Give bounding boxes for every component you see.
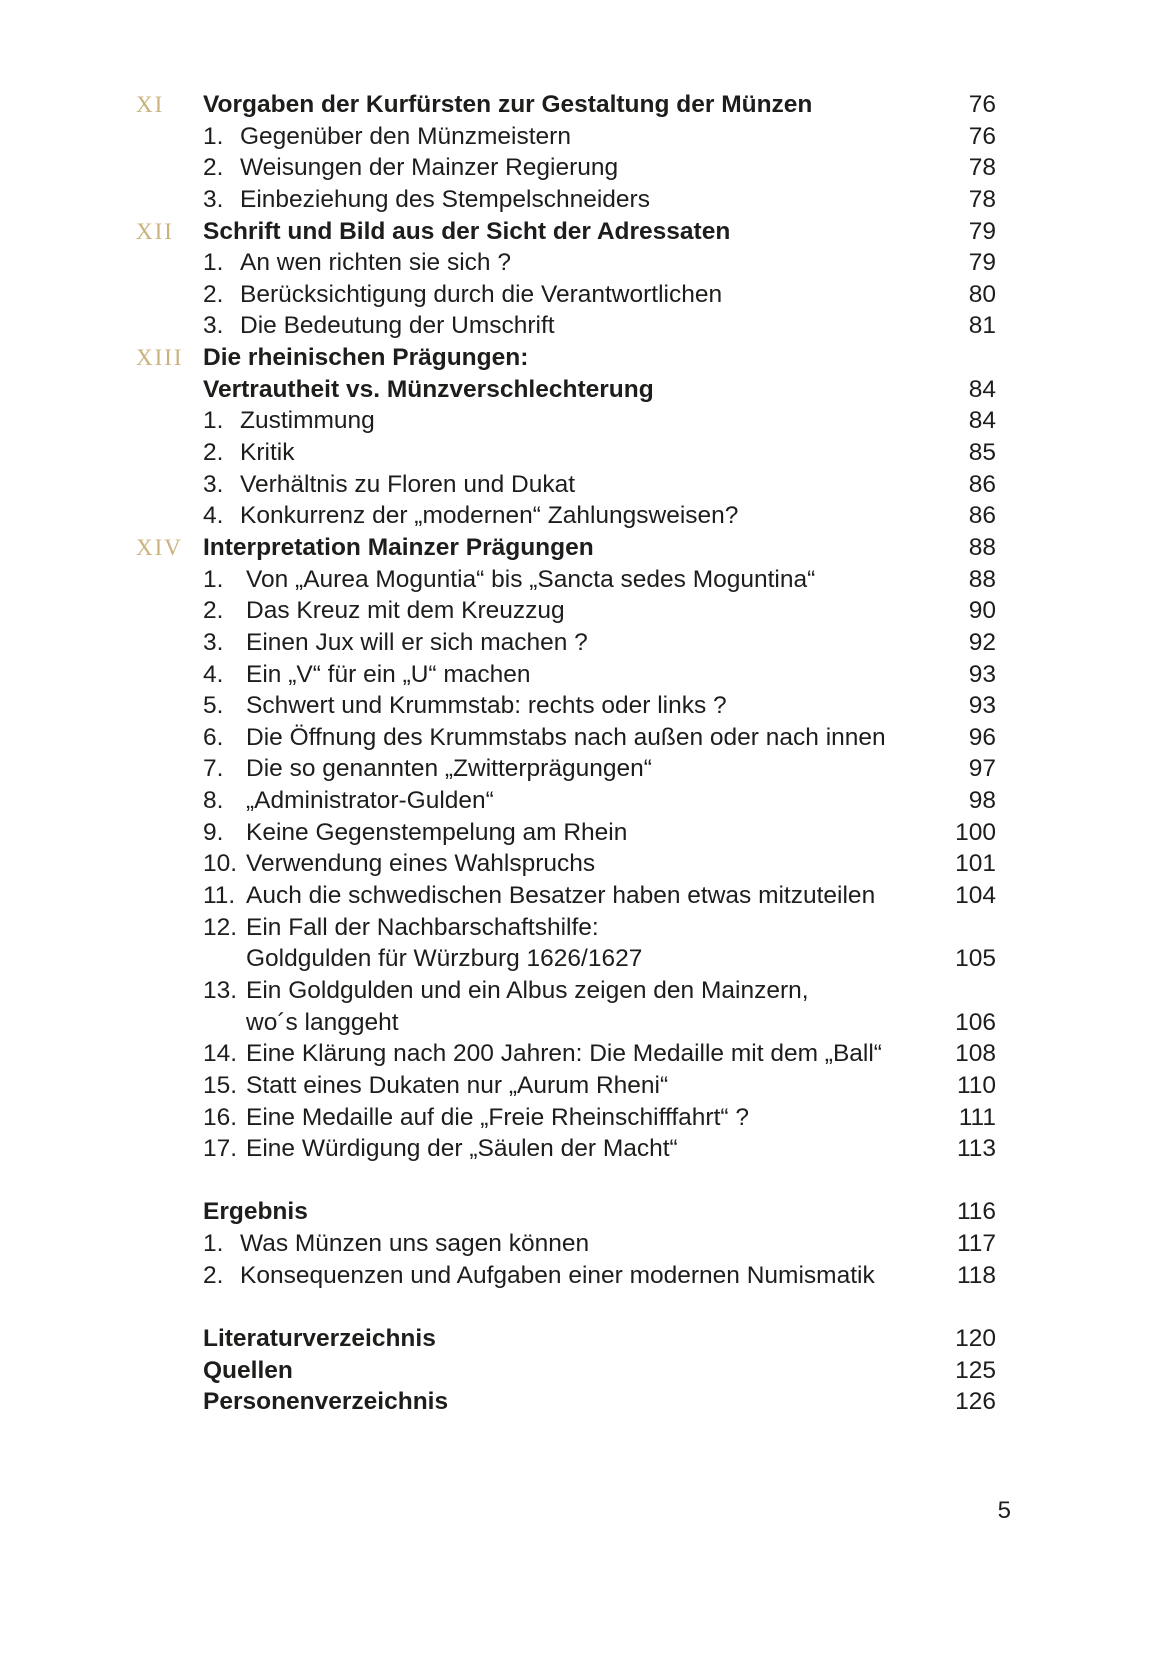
page-ref: 116 bbox=[956, 1198, 996, 1226]
toc-entry bbox=[0, 1102, 1166, 1134]
toc-entry bbox=[0, 785, 1166, 817]
page-ref: 118 bbox=[956, 1261, 996, 1289]
page-ref: 120 bbox=[955, 1324, 996, 1352]
section-heading bbox=[0, 1386, 1166, 1418]
chapter-numeral: XIII bbox=[136, 345, 184, 371]
page-ref: 76 bbox=[968, 91, 996, 118]
entry-number: 1. bbox=[203, 407, 224, 435]
page-ref: 96 bbox=[968, 723, 996, 751]
entry-number: 4. bbox=[203, 502, 224, 530]
entry-title: Die Öffnung des Krummstabs nach außen oder nach innen bbox=[246, 723, 886, 751]
section-title: Interpretation Mainzer Prägungen bbox=[203, 533, 594, 561]
entry-number: 15. bbox=[203, 1071, 238, 1099]
page-ref: 80 bbox=[968, 280, 996, 308]
toc-entry bbox=[0, 310, 1166, 342]
section-title: Personenverzeichnis bbox=[203, 1388, 449, 1416]
toc-entry bbox=[0, 184, 1166, 216]
section-heading bbox=[0, 1355, 1166, 1387]
page-ref: 104 bbox=[955, 882, 996, 910]
toc-entry bbox=[0, 469, 1166, 501]
entry-title: Verwendung eines Wahlspruchs bbox=[246, 850, 596, 878]
toc-entry bbox=[0, 564, 1166, 596]
entry-number: 1. bbox=[203, 565, 224, 593]
page-ref: 78 bbox=[968, 154, 996, 182]
entry-number: 2. bbox=[203, 280, 224, 308]
page-ref: 81 bbox=[968, 312, 996, 340]
page-ref: 76 bbox=[968, 122, 996, 150]
toc-entry bbox=[0, 247, 1166, 279]
entry-title: Eine Würdigung der „Säulen der Macht“ bbox=[246, 1135, 678, 1163]
page-ref: 105 bbox=[955, 945, 996, 973]
page-ref: 98 bbox=[968, 787, 996, 815]
entry-number: 3. bbox=[203, 312, 224, 340]
page-ref: 93 bbox=[968, 660, 996, 688]
page-ref: 86 bbox=[968, 502, 996, 530]
entry-title: Schwert und Krummstab: rechts oder links ? bbox=[246, 692, 727, 720]
section-heading bbox=[0, 1323, 1166, 1355]
toc-entry bbox=[0, 152, 1166, 184]
entry-number: 9. bbox=[203, 818, 224, 846]
entry-number: 2. bbox=[203, 439, 224, 467]
section-heading bbox=[0, 342, 1166, 374]
page-ref: 93 bbox=[968, 692, 996, 720]
entry-title: Kritik bbox=[240, 439, 295, 467]
entry-title: Goldgulden für Würzburg 1626/1627 bbox=[246, 945, 643, 973]
entry-title: wo´s langgeht bbox=[246, 1008, 399, 1036]
page-ref: 100 bbox=[955, 818, 996, 846]
toc-entry bbox=[0, 659, 1166, 691]
entry-title: Ein Goldgulden und ein Albus zeigen den Mainzern, bbox=[246, 976, 809, 1004]
page-number: 5 bbox=[997, 1497, 1011, 1524]
page-ref: 84 bbox=[968, 375, 996, 403]
entry-number: 1. bbox=[203, 122, 224, 150]
toc-entry bbox=[0, 975, 1166, 1007]
toc-entry bbox=[0, 690, 1166, 722]
section-heading bbox=[0, 532, 1166, 564]
entry-title: Zustimmung bbox=[240, 407, 375, 435]
page-ref: 111 bbox=[958, 1103, 996, 1131]
entry-number: 10. bbox=[203, 850, 238, 878]
section-title: Die rheinischen Prägungen: bbox=[203, 344, 529, 372]
toc-entry bbox=[0, 880, 1166, 912]
toc-entry bbox=[0, 1070, 1166, 1102]
page-ref: 125 bbox=[955, 1356, 996, 1384]
entry-title: Gegenüber den Münzmeistern bbox=[240, 122, 571, 150]
entry-number: 12. bbox=[203, 913, 238, 941]
section-title: Vertrautheit vs. Münzverschlechterung bbox=[203, 375, 654, 403]
entry-number: 3. bbox=[203, 470, 224, 498]
entry-title: „Administrator-Gulden“ bbox=[246, 787, 494, 815]
section-title: Vorgaben der Kurfürsten zur Gestaltung der Münzen bbox=[203, 91, 813, 118]
entry-number: 5. bbox=[203, 692, 224, 720]
page-ref: 97 bbox=[968, 755, 996, 783]
spacer bbox=[0, 1165, 1166, 1197]
page-ref: 86 bbox=[968, 470, 996, 498]
toc-entry bbox=[0, 1007, 1166, 1039]
toc-entry bbox=[0, 912, 1166, 944]
entry-number: 13. bbox=[203, 976, 238, 1004]
page-ref: 117 bbox=[956, 1230, 996, 1258]
entry-number: 8. bbox=[203, 787, 224, 815]
chapter-numeral: XII bbox=[136, 218, 174, 244]
entry-title: Von „Aurea Moguntia“ bis „Sancta sedes Moguntina“ bbox=[246, 565, 816, 593]
page-ref: 79 bbox=[968, 217, 996, 245]
toc-entry bbox=[0, 1228, 1166, 1260]
toc-entry bbox=[0, 848, 1166, 880]
entry-title: Statt eines Dukaten nur „Aurum Rheni“ bbox=[246, 1071, 669, 1099]
entry-title: Eine Medaille auf die „Freie Rheinschifffahrt“ ? bbox=[246, 1103, 749, 1131]
toc-entry bbox=[0, 722, 1166, 754]
page-ref: 113 bbox=[956, 1135, 996, 1163]
entry-title: Ein Fall der Nachbarschaftshilfe: bbox=[246, 913, 599, 941]
toc-entry bbox=[0, 1038, 1166, 1070]
page-ref: 101 bbox=[955, 850, 996, 878]
entry-number: 3. bbox=[203, 628, 224, 656]
entry-title: Eine Klärung nach 200 Jahren: Die Medaille mit dem „Ball“ bbox=[246, 1040, 882, 1068]
toc-entry bbox=[0, 500, 1166, 532]
page-ref: 90 bbox=[968, 597, 996, 625]
entry-title: Was Münzen uns sagen können bbox=[240, 1230, 590, 1258]
section-title: Quellen bbox=[203, 1356, 293, 1384]
entry-title: Verhältnis zu Floren und Dukat bbox=[240, 470, 576, 498]
entry-number: 3. bbox=[203, 185, 224, 213]
entry-number: 2. bbox=[203, 154, 224, 182]
entry-number: 2. bbox=[203, 597, 224, 625]
entry-number: 14. bbox=[203, 1040, 238, 1068]
entry-number: 11. bbox=[203, 882, 236, 910]
entry-number: 4. bbox=[203, 660, 224, 688]
page-ref: 110 bbox=[956, 1071, 996, 1099]
toc-entry bbox=[0, 753, 1166, 785]
page-ref: 92 bbox=[968, 628, 996, 656]
entry-title: Ein „V“ für ein „U“ machen bbox=[246, 660, 531, 688]
page-ref: 88 bbox=[968, 565, 996, 593]
entry-number: 17. bbox=[203, 1135, 238, 1163]
chapter-numeral: XI bbox=[136, 92, 165, 117]
entry-number: 7. bbox=[203, 755, 224, 783]
page-ref: 108 bbox=[955, 1040, 996, 1068]
entry-title: Keine Gegenstempelung am Rhein bbox=[246, 818, 628, 846]
toc-entry bbox=[0, 627, 1166, 659]
section-heading bbox=[0, 1196, 1166, 1228]
entry-title: Konkurrenz der „modernen“ Zahlungsweisen? bbox=[240, 502, 739, 530]
entry-title: Einen Jux will er sich machen ? bbox=[246, 628, 588, 656]
spacer bbox=[0, 1291, 1166, 1323]
entry-number: 1. bbox=[203, 249, 224, 277]
page-ref: 85 bbox=[968, 439, 996, 467]
page-ref: 84 bbox=[968, 407, 996, 435]
entry-number: 2. bbox=[203, 1261, 224, 1289]
section-heading bbox=[0, 374, 1166, 406]
entry-title: Das Kreuz mit dem Kreuzzug bbox=[246, 597, 565, 625]
entry-title: Konsequenzen und Aufgaben einer modernen Numismatik bbox=[240, 1261, 875, 1289]
page-ref: 106 bbox=[955, 1008, 996, 1036]
page-ref: 78 bbox=[968, 185, 996, 213]
entry-title: An wen richten sie sich ? bbox=[240, 249, 511, 277]
entry-title: Einbeziehung des Stempelschneiders bbox=[240, 185, 650, 213]
page-ref: 126 bbox=[955, 1388, 996, 1416]
section-title: Literaturverzeichnis bbox=[203, 1324, 436, 1352]
section-heading bbox=[0, 89, 1166, 121]
section-heading bbox=[0, 216, 1166, 248]
entry-number: 1. bbox=[203, 1230, 224, 1258]
entry-title: Auch die schwedischen Besatzer haben etwas mitzuteilen bbox=[246, 882, 876, 910]
entry-title: Weisungen der Mainzer Regierung bbox=[240, 154, 619, 182]
entry-number: 6. bbox=[203, 723, 224, 751]
page-ref: 79 bbox=[968, 249, 996, 277]
entry-title: Die Bedeutung der Umschrift bbox=[240, 312, 555, 340]
page-ref: 88 bbox=[968, 533, 996, 561]
section-title: Schrift und Bild aus der Sicht der Adressaten bbox=[203, 217, 731, 245]
toc-entry bbox=[0, 817, 1166, 849]
toc-entry bbox=[0, 1133, 1166, 1165]
toc-entry bbox=[0, 1260, 1166, 1292]
toc-entry bbox=[0, 405, 1166, 437]
toc-entry bbox=[0, 279, 1166, 311]
table-of-contents bbox=[0, 89, 1166, 1418]
toc-entry bbox=[0, 121, 1166, 153]
entry-number: 16. bbox=[203, 1103, 238, 1131]
entry-title: Die so genannten „Zwitterprägungen“ bbox=[246, 755, 652, 783]
entry-title: Berücksichtigung durch die Verantwortlichen bbox=[240, 280, 723, 308]
toc-entry bbox=[0, 595, 1166, 627]
chapter-numeral: XIV bbox=[136, 534, 183, 560]
toc-entry bbox=[0, 943, 1166, 975]
toc-entry bbox=[0, 437, 1166, 469]
section-title: Ergebnis bbox=[203, 1198, 308, 1226]
